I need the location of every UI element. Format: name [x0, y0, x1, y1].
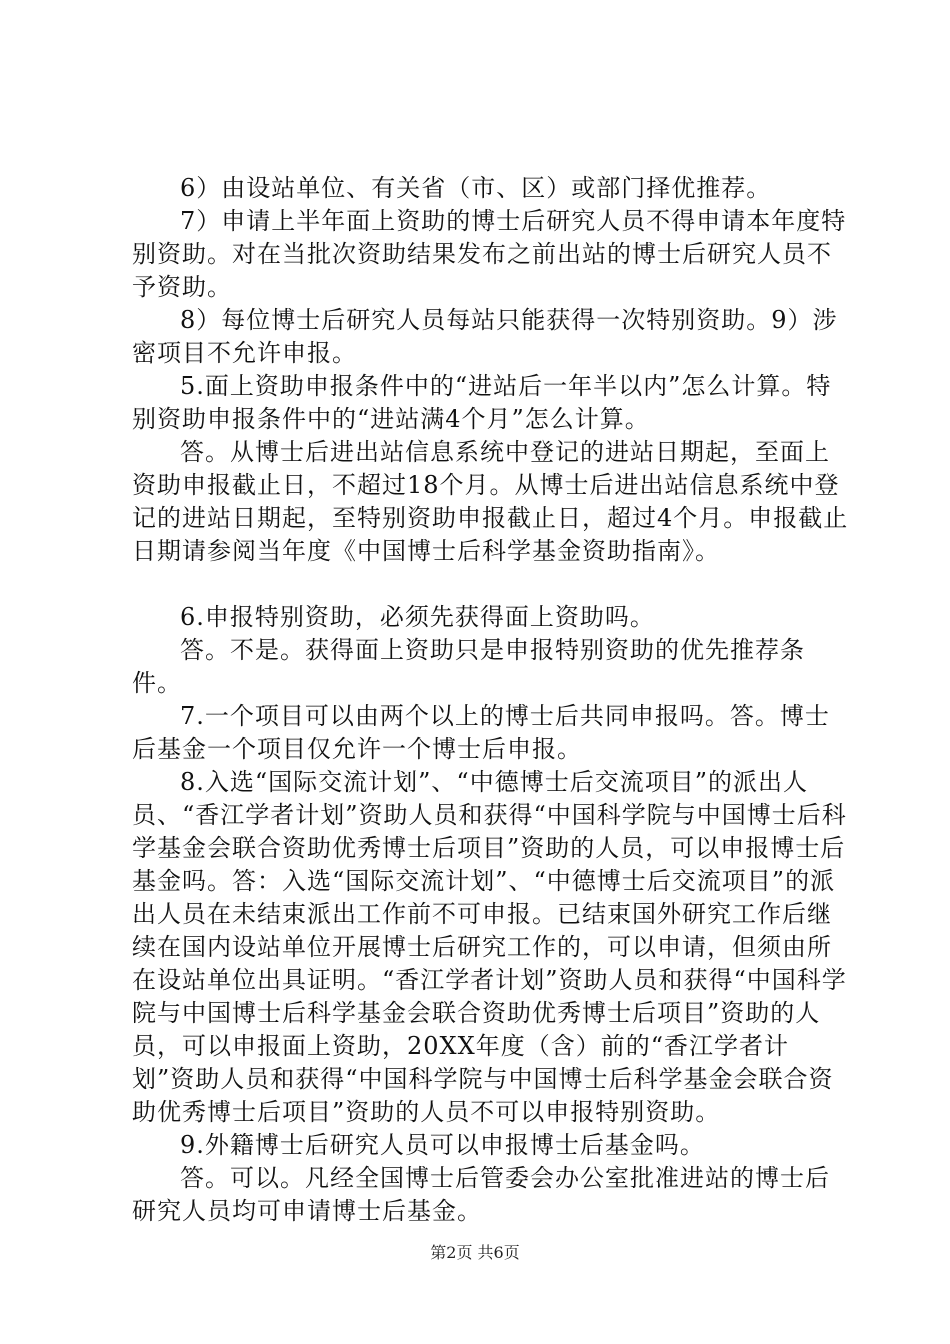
- paragraph-gap: [132, 568, 852, 601]
- answer-9: 答。可以。凡经全国博士后管委会办公室批准进站的博士后研究人员均可申请博士后基金。: [132, 1164, 830, 1225]
- answer-5: 答。从博士后进出站信息系统中登记的进站日期起，至面上资助申报截止日，不超过18个月。从博士后进出站信息系统中登记的进站日期起，至特别资助申报截止日，超过4个月。申报截止日期请参阅当年度《中国博士后科学基金资助指南》。: [132, 438, 849, 565]
- paragraph-item-8: 8）每位博士后研究人员每站只能获得一次特别资助。9）涉密项目不允许申报。: [132, 306, 838, 367]
- question-9: 9.外籍博士后研究人员可以申报博士后基金吗。: [180, 1131, 705, 1159]
- question-answer-7: 7.一个项目可以由两个以上的博士后共同申报吗。答。博士后基金一个项目仅允许一个博士后申报。: [132, 702, 830, 763]
- question-5: 5.面上资助申报条件中的“进站后一年半以内”怎么计算。特别资助申报条件中的“进站满4个月”怎么计算。: [132, 372, 832, 433]
- paragraph-item-7: 7）申请上半年面上资助的博士后研究人员不得申请本年度特别资助。对在当批次资助结果发布之前出站的博士后研究人员不予资助。: [132, 207, 847, 301]
- answer-6: 答。不是。获得面上资助只是申报特别资助的优先推荐条件。: [132, 636, 805, 697]
- question-answer-8: 8.入选“国际交流计划”、“中德博士后交流项目”的派出人员、“香江学者计划”资助人员和获得“中国科学院与中国博士后科学基金会联合资助优秀博士后项目”资助的人员，可以申报博士后基金吗。答：入选“国际交流计划”、“中德博士后交流项目”的派出人员在未结束派出工作前不可申报。已结束国外研究工作后继续在国内设站单位开展博士后研究工作的，可以申请，但须由所在设站单位出具证明。“香江学者计划”资助人员和获得“中国科学院与中国博士后科学基金会联合资助优秀博士后项目”资助的人员，可以申报面上资助，20XX年度（含）前的“香江学者计划”资助人员和获得“中国科学院与中国博士后科学基金会联合资助优秀博士后项目”资助的人员不可以申报特别资助。: [132, 768, 847, 1126]
- document-body: [132, 172, 852, 1228]
- question-6: 6.申报特别资助，必须先获得面上资助吗。: [180, 603, 655, 631]
- page-footer: 第2页 共6页: [430, 1243, 520, 1262]
- paragraph-item-6: 6）由设站单位、有关省（市、区）或部门择优推荐。: [180, 174, 772, 202]
